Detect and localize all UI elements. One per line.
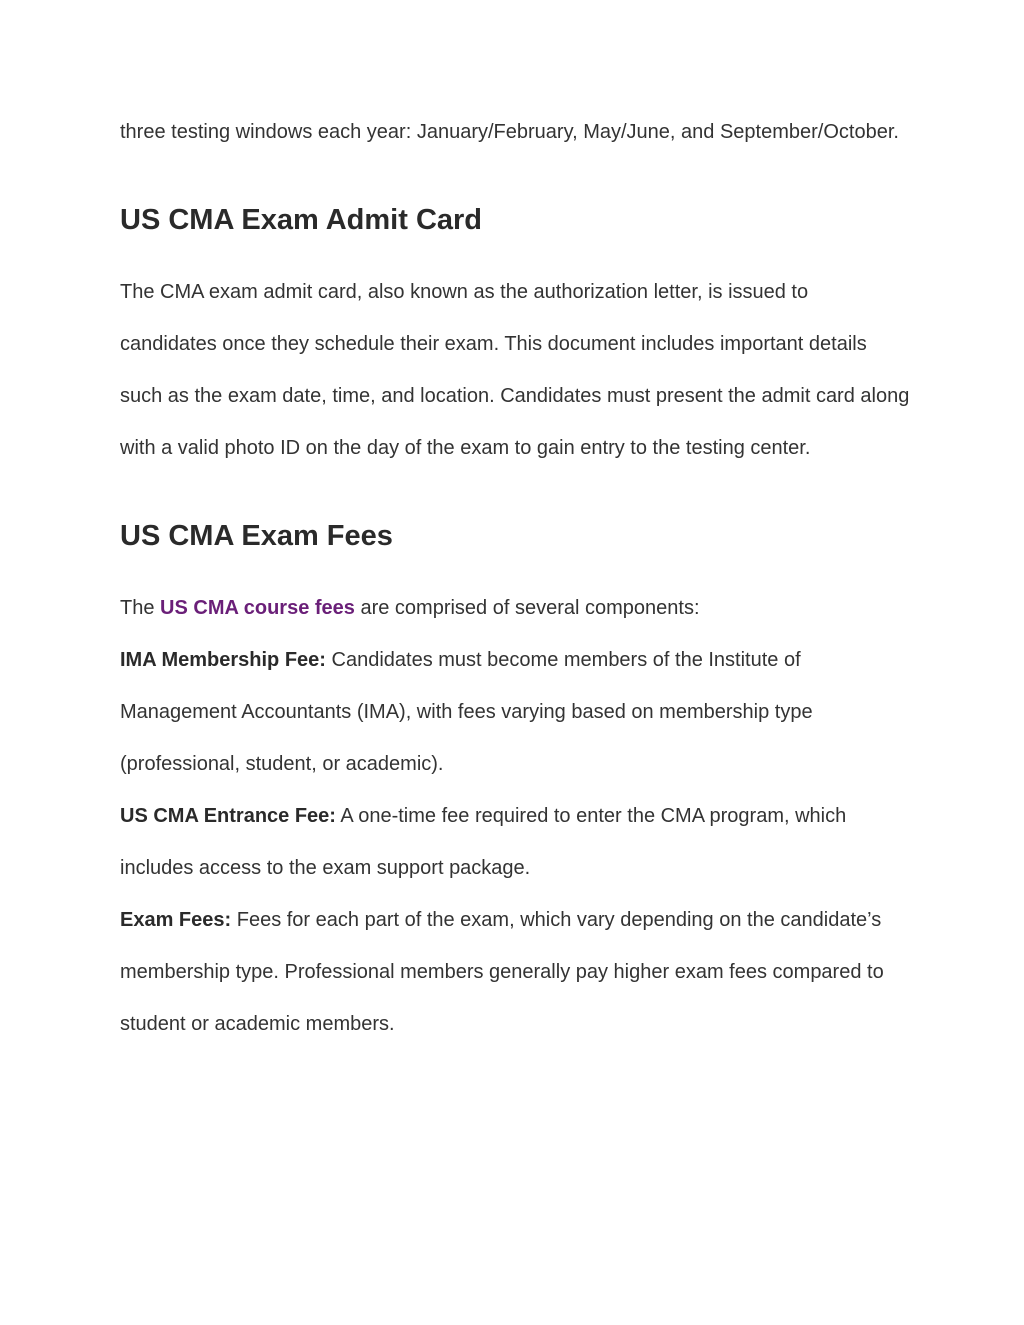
fees-intro-prefix: The xyxy=(120,597,161,619)
article-body xyxy=(120,106,910,1050)
fees-heading: US CMA Exam Fees xyxy=(120,520,393,552)
fee-item-entrance xyxy=(120,790,910,894)
fee-item-text: Fees for each part of the exam, which vary depending on the candidate’s membership type. Professional members generally pay higher exam fees compared to student or academic members. xyxy=(120,909,884,1035)
admit-card-heading: US CMA Exam Admit Card xyxy=(120,204,483,236)
fee-item-exam xyxy=(120,894,910,1050)
course-fees-link[interactable]: US CMA course fees xyxy=(160,597,355,619)
fee-item-label: Exam Fees: xyxy=(120,909,232,931)
fee-item-label: US CMA Entrance Fee: xyxy=(120,805,336,827)
intro-paragraph: three testing windows each year: January/February, May/June, and September/October. xyxy=(120,121,899,143)
fee-item-text: A one-time fee required to enter the CMA program, which includes access to the exam support package. xyxy=(120,805,847,879)
fees-intro-suffix: are comprised of several components: xyxy=(354,597,700,619)
fees-intro-paragraph xyxy=(120,582,910,634)
fee-item-label: IMA Membership Fee: xyxy=(120,649,326,671)
fee-item-ima-membership xyxy=(120,634,910,790)
fee-item-text: Candidates must become members of the Institute of Management Accountants (IMA), with fees varying based on membership type (professional, student, or academic). xyxy=(120,649,813,775)
admit-card-paragraph: The CMA exam admit card, also known as the authorization letter, is issued to candidates once they schedule their exam. This document includes important details such as the exam date, time, and location. Candidates must present the admit card along with a valid photo ID on the day of the exam to gain entry to the testing center. xyxy=(120,281,910,459)
